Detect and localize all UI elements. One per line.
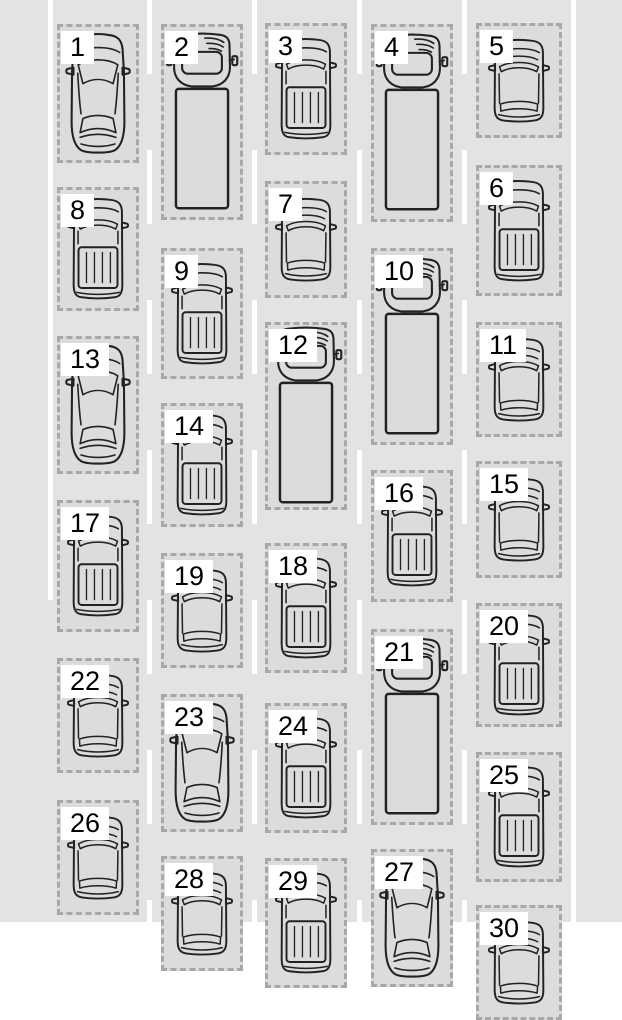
parking-space-27[interactable] xyxy=(371,849,453,987)
spot-number-label: 21 xyxy=(375,636,423,669)
spot-number-label: 29 xyxy=(269,865,317,898)
parking-space-28[interactable] xyxy=(161,856,243,971)
parking-space-23[interactable] xyxy=(161,694,243,832)
spot-number-label: 8 xyxy=(61,194,94,227)
parking-space-16[interactable] xyxy=(371,470,453,602)
spot-number-label: 17 xyxy=(61,507,109,540)
parking-space-26[interactable] xyxy=(57,800,139,915)
parking-space-21[interactable] xyxy=(371,629,453,825)
parking-space-15[interactable] xyxy=(476,461,562,578)
lane-marking-dashed xyxy=(462,0,467,922)
parking-space-25[interactable] xyxy=(476,752,562,882)
spot-number-label: 18 xyxy=(269,550,317,583)
spot-number-label: 9 xyxy=(165,255,198,288)
spot-number-label: 14 xyxy=(165,410,213,443)
parking-space-14[interactable] xyxy=(161,403,243,527)
parking-space-13[interactable] xyxy=(57,336,139,474)
spot-number-label: 12 xyxy=(269,329,317,362)
spot-number-label: 13 xyxy=(61,343,109,376)
spot-number-label: 23 xyxy=(165,701,213,734)
parking-space-18[interactable] xyxy=(265,543,347,673)
spot-number-label: 4 xyxy=(375,31,408,64)
parking-space-19[interactable] xyxy=(161,553,243,668)
spot-number-label: 26 xyxy=(61,807,109,840)
parking-space-30[interactable] xyxy=(476,905,562,1020)
lane-marking-dashed xyxy=(252,0,257,922)
parking-space-17[interactable] xyxy=(57,500,139,632)
spot-number-label: 3 xyxy=(269,30,302,63)
spot-number-label: 7 xyxy=(269,188,302,221)
lane-marking-dashed xyxy=(147,0,152,922)
spot-number-label: 16 xyxy=(375,477,423,510)
spot-number-label: 20 xyxy=(480,610,528,643)
spot-number-label: 25 xyxy=(480,759,528,792)
spot-number-label: 1 xyxy=(61,31,94,64)
parking-space-9[interactable] xyxy=(161,248,243,379)
parking-space-24[interactable] xyxy=(265,703,347,833)
spot-number-label: 24 xyxy=(269,710,317,743)
parking-space-10[interactable] xyxy=(371,248,453,445)
spot-number-label: 27 xyxy=(375,856,423,889)
parking-space-2[interactable] xyxy=(161,24,243,220)
parking-space-29[interactable] xyxy=(265,858,347,988)
spot-number-label: 11 xyxy=(480,329,526,362)
parking-space-1[interactable] xyxy=(57,24,139,163)
parking-space-12[interactable] xyxy=(265,322,347,510)
spot-number-label: 6 xyxy=(480,172,513,205)
spot-number-label: 19 xyxy=(165,560,213,593)
spot-number-label: 15 xyxy=(480,468,528,501)
parking-space-8[interactable] xyxy=(57,187,139,311)
spot-number-label: 28 xyxy=(165,863,213,896)
spot-number-label: 2 xyxy=(165,31,198,64)
parking-space-4[interactable] xyxy=(371,24,453,222)
spot-number-label: 22 xyxy=(61,665,109,698)
lane-marking-solid xyxy=(571,0,576,922)
spot-number-label: 10 xyxy=(375,255,423,288)
lane-marking-dashed xyxy=(357,0,362,922)
parking-space-20[interactable] xyxy=(476,603,562,727)
parking-space-6[interactable] xyxy=(476,165,562,296)
parking-space-3[interactable] xyxy=(265,23,347,155)
parking-space-7[interactable] xyxy=(265,181,347,298)
lane-marking-solid xyxy=(48,0,53,600)
spot-number-label: 5 xyxy=(480,30,513,63)
parking-space-5[interactable] xyxy=(476,23,562,138)
parking-space-22[interactable] xyxy=(57,658,139,773)
spot-number-label: 30 xyxy=(480,912,528,945)
parking-space-11[interactable] xyxy=(476,322,562,437)
